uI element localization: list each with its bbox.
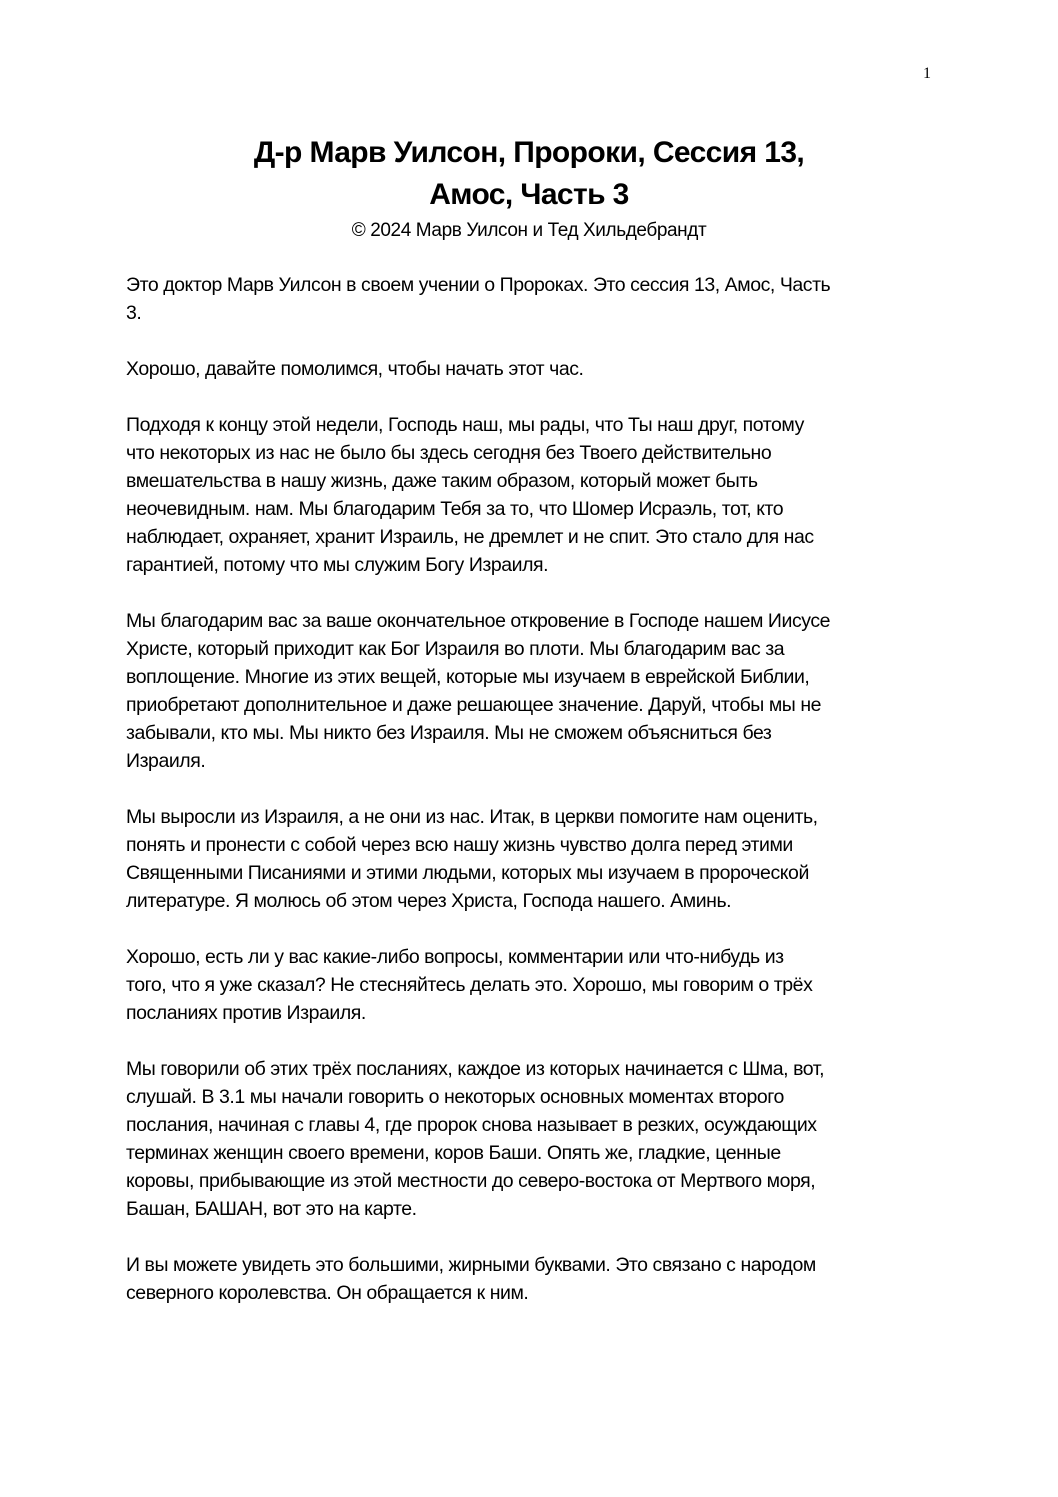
text-line: северного королевства. Он обращается к ним. [126, 1282, 529, 1304]
paragraph-three-messages [126, 1055, 946, 1223]
paragraph-northern-kingdom [126, 1251, 946, 1307]
text-line: наблюдает, охраняет, хранит Израиль, не дремлет и не спит. Это стало для нас [126, 526, 814, 548]
copyright-notice: © 2024 Марв Уилсон и Тед Хильдебрандт [351, 220, 707, 241]
text-line: Это доктор Марв Уилсон в своем учении о Пророках. Это сессия 13, Амос, Часть [126, 274, 831, 296]
text-line: Мы выросли из Израиля, а не они из нас. Итак, в церкви помогите нам оценить, [126, 806, 818, 828]
text-line: приобретают дополнительное и даже решающее значение. Даруй, чтобы мы не [126, 694, 822, 716]
text-line: Мы благодарим вас за ваше окончательное откровение в Господе нашем Иисусе [126, 610, 831, 632]
paragraph-questions [126, 943, 946, 1027]
text-line: Башан, БАШАН, вот это на карте. [126, 1198, 417, 1220]
document-body [126, 271, 946, 1335]
text-line: вмешательства в нашу жизнь, даже таким образом, который может быть [126, 470, 758, 492]
text-line: того, что я уже сказал? Не стесняйтесь делать это. Хорошо, мы говорим о трёх [126, 974, 813, 996]
text-line: понять и пронести с собой через всю нашу жизнь чувство долга перед этими [126, 834, 793, 856]
text-line: Мы говорили об этих трёх посланиях, каждое из которых начинается с Шма, вот, [126, 1058, 825, 1080]
text-line: Хорошо, есть ли у вас какие-либо вопросы, комментарии или что-нибудь из [126, 946, 784, 968]
paragraph-prayer-3 [126, 803, 946, 915]
text-line: неочевидным. нам. Мы благодарим Тебя за то, что Шомер Исраэль, тот, кто [126, 498, 784, 520]
paragraph-intro [126, 271, 946, 327]
title-block [0, 132, 1058, 244]
text-line: что некоторых из нас не было бы здесь сегодня без Твоего действительно [126, 442, 772, 464]
text-line: забывали, кто мы. Мы никто без Израиля. Мы не сможем объясниться без [126, 722, 772, 744]
paragraph-prayer-2 [126, 607, 946, 775]
text-line: слушай. В 3.1 мы начали говорить о некоторых основных моментах второго [126, 1086, 784, 1108]
text-line: терминах женщин своего времени, коров Баши. Опять же, гладкие, ценные [126, 1142, 781, 1164]
page-number: 1 [923, 65, 931, 82]
text-line: послания, начиная с главы 4, где пророк снова называет в резких, осуждающих [126, 1114, 817, 1136]
text-line: посланиях против Израиля. [126, 1002, 366, 1024]
text-line: Христе, который приходит как Бог Израиля во плоти. Мы благодарим вас за [126, 638, 785, 660]
document-title-line-1: Д-р Марв Уилсон, Пророки, Сессия 13, [253, 136, 805, 169]
paragraph-prayer-invite [126, 355, 946, 383]
text-line: Израиля. [126, 750, 206, 772]
text-line: гарантией, потому что мы служим Богу Израиля. [126, 554, 549, 576]
text-line: Подходя к концу этой недели, Господь наш, мы рады, что Ты наш друг, потому [126, 414, 804, 436]
text-line: литературе. Я молюсь об этом через Христа, Господа нашего. Аминь. [126, 890, 732, 912]
text-line: И вы можете увидеть это большими, жирными буквами. Это связано с народом [126, 1254, 816, 1276]
text-line: 3. [126, 302, 142, 324]
text-line: коровы, прибывающие из этой местности до северо-востока от Мертвого моря, [126, 1170, 816, 1192]
text-line: Священными Писаниями и этими людьми, которых мы изучаем в пророческой [126, 862, 809, 884]
paragraph-prayer-1 [126, 411, 946, 579]
document-title-line-2: Амос, Часть 3 [429, 178, 629, 211]
text-line: Хорошо, давайте помолимся, чтобы начать этот час. [126, 358, 584, 380]
text-line: воплощение. Многие из этих вещей, которые мы изучаем в еврейской Библии, [126, 666, 810, 688]
